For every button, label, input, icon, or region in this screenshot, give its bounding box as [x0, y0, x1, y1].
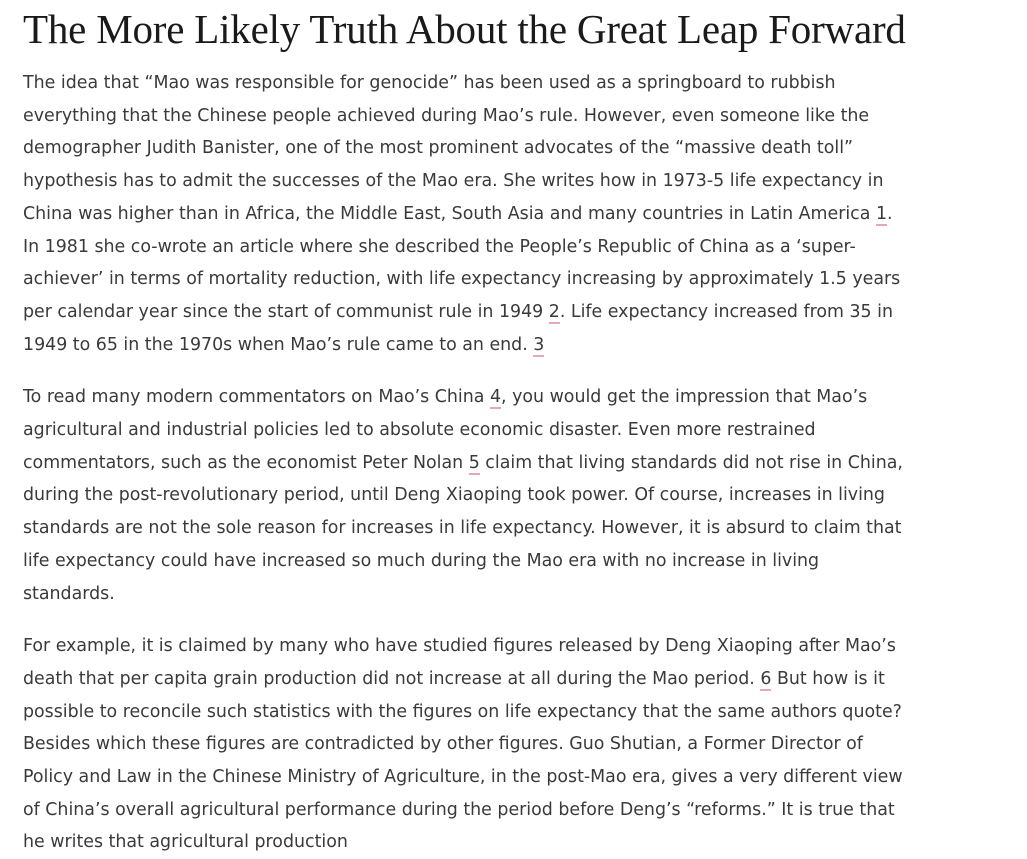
footnote-link-2[interactable]: 2: [548, 301, 560, 322]
footnote-link-1[interactable]: 1: [875, 203, 888, 224]
footnote-link-4[interactable]: 4: [489, 387, 502, 408]
paragraph-text: , you would get the impression that Mao’s agricultural and industrial policies led to absolute economic disaster. Even more restrained commentators, such as the economist Peter Nolan: [23, 387, 868, 473]
footnote-link-5[interactable]: 5: [468, 452, 480, 473]
footnote-link-3[interactable]: 3: [533, 334, 545, 355]
paragraph-text: But how is it possible to reconcile such statistics with the figures on life expectancy that the same authors quote? Besides which these figures are contradicted by other figures. Guo Shutian, a Former Director of Policy and Law in the Chinese Ministry of Agriculture, in the post-Mao era, gives a very different view of China’s overall agricultural performance during the period before Deng’s “reforms.” It is true that he writes that agricultural production: [23, 668, 903, 853]
article: [23, 0, 906, 859]
article-title: The More Likely Truth About the Great Leap Forward: [23, 6, 906, 52]
paragraph-text: The idea that “Mao was responsible for genocide” has been used as a springboard to rubbish everything that the Chinese people achieved during Mao’s rule. However, even someone like the demographer Judith Banister, one of the most prominent advocates of the “massive death toll” hypothesis has to admit the successes of the Mao era. She writes how in 1973-5 life expectancy in China was higher than in Africa, the Middle East, South Asia and many countries in Latin America: [23, 73, 884, 224]
paragraph-1: [23, 67, 903, 361]
paragraph-3: [23, 630, 903, 859]
paragraph-text: . In 1981 she co-wrote an article where she described the People’s Republic of China as a ‘super-achiever’ in terms of mortality reduction, with life expectancy increasing by approximately 1.5 years per calendar year since the start of communist rule in 1949: [23, 203, 901, 322]
paragraph-2: [23, 381, 903, 610]
paragraph-text: To read many modern commentators on Mao’s China: [23, 387, 490, 408]
paragraph-text: claim that living standards did not rise in China, during the post-revolutionary period, until Deng Xiaoping took power. Of course, increases in living standards are not the sole reason for increases in life expectancy. However, it is absurd to claim that life expectancy could have increased so much during the Mao era with no increase in living standards.: [23, 452, 903, 604]
paragraph-text: . Life expectancy increased from 35 in 1949 to 65 in the 1970s when Mao’s rule came to an end.: [23, 301, 893, 355]
footnote-link-6[interactable]: 6: [760, 668, 772, 689]
paragraph-text: For example, it is claimed by many who have studied figures released by Deng Xiaoping after Mao’s death that per capita grain production did not increase at all during the Mao period.: [23, 636, 896, 689]
